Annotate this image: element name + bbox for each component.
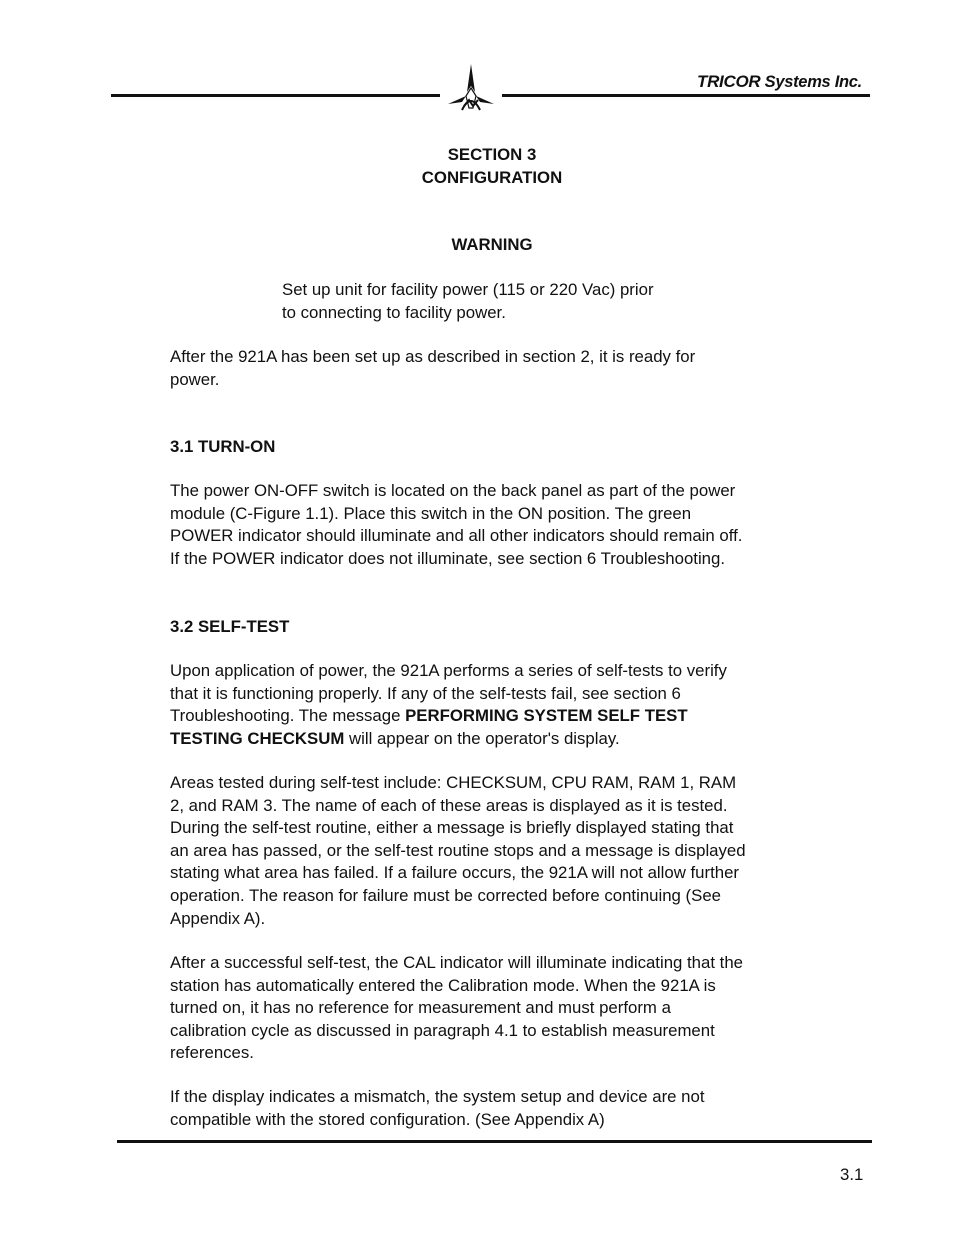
warning-text (282, 278, 762, 324)
text-line: turned on, it has no reference for measurement and must perform a (170, 998, 671, 1018)
tricor-logo-icon (440, 62, 502, 122)
page-number: 3.1 (840, 1165, 864, 1184)
text-line: module (C-Figure 1.1). Place this switch in the ON position. The green (170, 503, 692, 523)
text-line: After the 921A has been set up as described in section 2, it is ready for (170, 347, 696, 366)
text-line: 2, and RAM 3. The name of each of these areas is displayed as it is tested. (170, 795, 728, 815)
text-line: station has automatically entered the Calibration mode. When the 921A is (170, 975, 716, 995)
company-name-rest: Systems Inc. (760, 73, 862, 91)
text-line: The power ON-OFF switch is located on the back panel as part of the power (170, 481, 736, 500)
company-name (697, 72, 862, 92)
text-line: Areas tested during self-test include: CHECKSUM, CPU RAM, RAM 1, RAM (170, 773, 737, 792)
section-title: CONFIGURATION (421, 168, 563, 187)
text-line: During the self-test routine, either a message is briefly displayed stating that (170, 818, 734, 838)
text-line: After a successful self-test, the CAL indicator will illuminate indicating that the (170, 953, 744, 972)
text-line: calibration cycle as discussed in paragraph 4.1 to establish measurement (170, 1020, 715, 1040)
self-test-paragraph-3 (170, 952, 830, 1065)
text-segment: will appear on the operator's display. (344, 728, 620, 748)
text-line: that it is functioning properly. If any of the self-tests fail, see section 6 (170, 683, 681, 703)
self-test-paragraph-1 (170, 660, 830, 750)
heading-self-test: 3.2 SELF-TEST (170, 617, 290, 636)
self-test-paragraph-2 (170, 772, 830, 930)
section-number: SECTION 3 (447, 145, 537, 164)
text-line (170, 728, 830, 751)
text-line: POWER indicator should illuminate and all other indicators should remain off. (170, 526, 743, 546)
intro-paragraph (170, 346, 830, 391)
message-text: TESTING CHECKSUM (170, 728, 345, 748)
text-line: references. (170, 1043, 254, 1063)
company-name-bold: TRICOR (697, 72, 761, 91)
message-text: PERFORMING SYSTEM SELF TEST (405, 706, 688, 726)
text-segment: Troubleshooting. The message (170, 706, 406, 726)
text-line: operation. The reason for failure must be corrected before continuing (See (170, 885, 721, 905)
text-line (170, 705, 830, 728)
footer-rule (117, 1140, 872, 1143)
warning-line: Set up unit for facility power (115 or 220 Vac) prior (282, 280, 654, 299)
warning-title: WARNING (451, 235, 533, 254)
text-line: power. (170, 369, 220, 389)
text-line: stating what area has failed. If a failure occurs, the 921A will not allow further (170, 863, 740, 883)
self-test-paragraph-4 (170, 1086, 830, 1131)
text-line: an area has passed, or the self-test routine stops and a message is displayed (170, 840, 746, 860)
text-line: If the POWER indicator does not illuminate, see section 6 Troubleshooting. (170, 548, 726, 568)
text-line: compatible with the stored configuration. (See Appendix A) (170, 1109, 605, 1129)
warning-line: to connecting to facility power. (282, 303, 506, 322)
text-line: If the display indicates a mismatch, the system setup and device are not (170, 1087, 705, 1106)
turn-on-paragraph (170, 480, 830, 570)
heading-turn-on: 3.1 TURN-ON (170, 437, 276, 456)
text-line: Appendix A). (170, 908, 266, 928)
text-line: Upon application of power, the 921A performs a series of self-tests to verify (170, 661, 727, 680)
